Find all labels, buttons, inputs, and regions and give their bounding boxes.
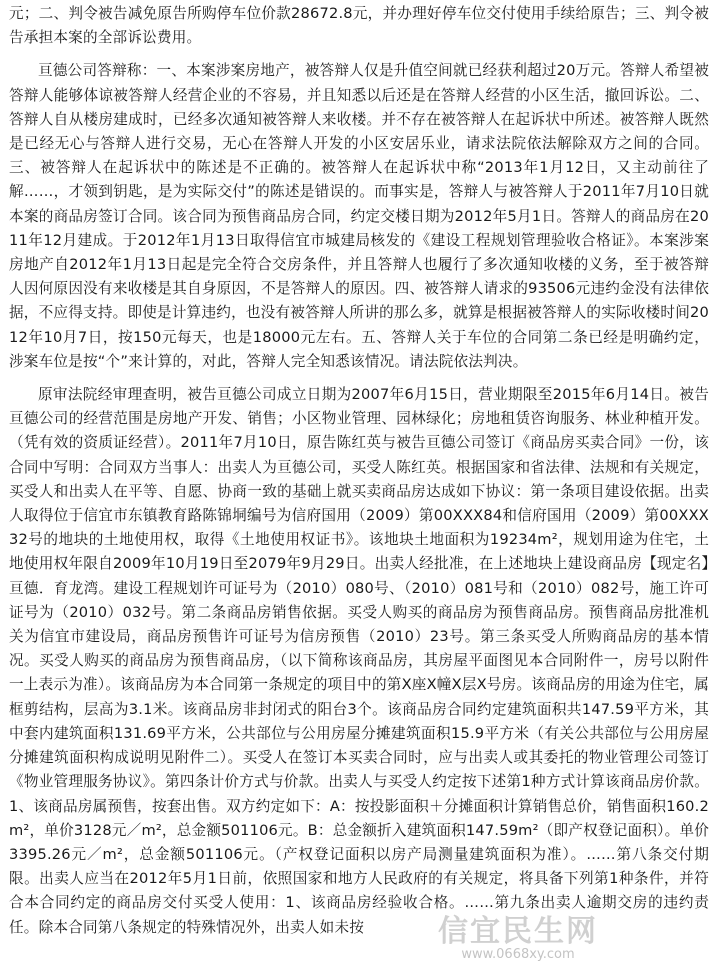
watermark-url: www.0668xy.com [461, 947, 575, 962]
paragraph-defendant-reply: 亘德公司答辩称：一、本案涉案房地产，被答辩人仅是升值空间就已经获利超过20万元。答辩人希望被答辩人能够体谅被答辩人经营企业的不容易，并且知悉以后还是在答辩人经营的小区生活，撤回诉讼。二、答辩人自从楼房建成时，已经多次通知被答辩人来收楼。并不存在被答辩人在起诉状中所述。被答辩人既然是已经无心与答辩人进行交易，无心在答辩人开发的小区安居乐业，请求法院依法解除双方之间的合同。三、被答辩人在起诉状中的陈述是不正确的。被答辩人在起诉状中称“2013年1月12日，又主动前往了解……，才领到钥匙，是为实际交付”的陈述是错误的。而事实是，答辩人与被答辩人于2011年7月10日就本案的商品房签订合同。该合同为预售商品房合同，约定交楼日期为2012年5月1日。答辩人的商品房在2011年12月建成。于2012年1月13日取得信宜市城建局核发的《建设工程规划管理验收合格证》。本案涉案房地产自2012年1月13日起是完全符合交房条件，并且答辩人也履行了多次通知收楼的义务，至于被答辩人因何原因没有来收楼是其自身原因，不是答辩人的原因。四、被答辩人请求的93506元违约金没有法律依据，不应得支持。即使是计算违约，也没有被答辩人所讲的那么多，就算是根据被答辩人的实际收楼时间2012年10月7日，按150元每天，也是18000元左右。五、答辩人关于车位的合同第二条已经是明确约定，涉案车位是按“个”来计算的，对此，答辩人完全知悉该情况。请法院依法判决。 [9, 62, 709, 370]
judgment-document [9, 2, 709, 949]
watermark-title: 信宜民生网 [438, 914, 598, 949]
paragraph-claims-end: 元；二、判令被告减免原告所购停车位价款28672.8元，并办理好停车位交付使用手续给原告；三、判令被告承担本案的全部诉讼费用。 [9, 5, 709, 47]
paragraph-court-findings: 原审法院经审理查明，被告亘德公司成立日期为2007年6月15日，营业期限至2015年6月14日。被告亘德公司的经营范围是房地产开发、销售；小区物业管理、园林绿化；房地租赁咨询服务、林业种植开发。（凭有效的资质证经营）。2011年7月10日，原告陈红英与被告亘德公司签订《商品房买卖合同》一份，该合同中写明：合同双方当事人：出卖人为亘德公司，买受人陈红英。根据国家和省法律、法规和有关规定，买受人和出卖人在平等、自愿、协商一致的基础上就买卖商品房达成如下协议：第一条项目建设依据。出卖人取得位于信宜市东镇教育路陈锦垌编号为信府国用（2009）第00XXX84和信府国用（2009）第00XXX32号的地块的土地使用权，取得《土地使用权证书》。该地块土地面积为19234m²，规划用途为住宅，土地使用权年限自2009年10月19日至2079年9月29日。出卖人经批准，在上述地块上建设商品房【现定名】亘德．育龙湾。建设工程规划许可证号为（2010）080号、（2010）081号和（2010）082号，施工许可证号为（2010）032号。第二条商品房销售依据。买受人购买的商品房为预售商品房。预售商品房批准机关为信宜市建设局，商品房预售许可证号为信房预售（2010）23号。第三条买受人所购商品房的基本情况。买受人购买的商品房为预售商品房，（以下简称该商品房，其房屋平面图见本合同附件一，房号以附件一上表示为准）。该商品房为本合同第一条规定的项目中的第X座X幢X层X号房。该商品房的用途为住宅，属框剪结构，层高为3.1米。该商品房非封闭式的阳台3个。该商品房合同约定建筑面积共147.59平方米，其中套内建筑面积131.69平方米，公共部位与公用房屋分摊建筑面积15.9平方米（有关公共部位与公用房屋分摊建筑面积构成说明见附件二）。买受人在签订本买卖合同时，应与出卖人或其委托的物业管理公司签订《物业管理服务协议》。第四条计价方式与价款。出卖人与买受人约定按下述第1种方式计算该商品房价款。1、该商品房属预售，按套出售。双方约定如下：A：按投影面积＋分摊面积计算销售总价，销售面积160.2m²，单价3128元／m²，总金额501106元。B：总金额折入建筑面积147.59m²（即产权登记面积）。单价3395.26元／m²，总金额501106元。（产权登记面积以房产局测量建筑面积为准）。……第八条交付期限。出卖人应当在2012年5月1日前，依照国家和地方人民政府的有关规定，将具备下列第1种条件，并符合本合同约定的商品房交付买受人使用：1、该商品房经验收合格。……第九条出卖人逾期交房的违约责任。除本合同第八条规定的特殊情况外，出卖人如未按 [9, 386, 710, 936]
